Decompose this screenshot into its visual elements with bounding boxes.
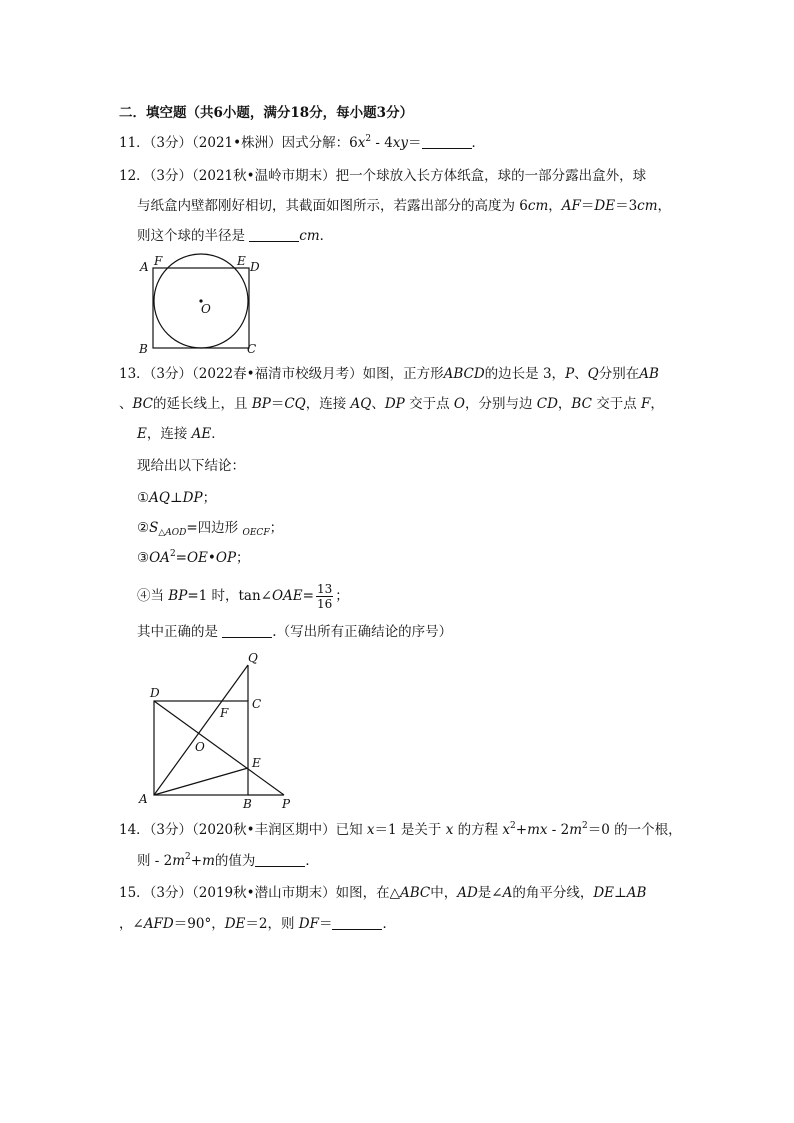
label-c: C — [252, 697, 262, 711]
segment-aq — [154, 665, 248, 795]
answer-blank[interactable] — [332, 916, 382, 930]
answer-blank[interactable] — [255, 853, 305, 867]
section-title: 二．填空题（共6小题，满分18分，每小题3分） — [119, 105, 414, 121]
segment-ae — [154, 768, 248, 795]
label-b: B — [139, 342, 148, 356]
question-14-line-2: 则 - $2m^2+m$的值为 ． — [137, 852, 319, 869]
question-14-line-1: 14．（3分）（2020秋•丰润区期中）已知 x＝1 是关于 x 的方程 $x^2+mx - 2m^2=0$ 的一个根， — [119, 821, 682, 838]
question-13-prompt: 其中正确的是 .（写出所有正确结论的序号） — [137, 624, 453, 640]
label-o: O — [195, 740, 205, 754]
conclusion-4: ④当 BP=1 时，tan∠OAE= $\frac{13}{16}$ ； — [137, 582, 349, 611]
label-a: A — [139, 792, 148, 806]
question-12-line-1: 12．（3分）（2021秋•温岭市期末）把一个球放入长方体纸盒，球的一部分露出盒外，球 — [119, 168, 647, 184]
label-f: F — [154, 254, 163, 268]
label-e: E — [252, 756, 261, 770]
question-13-line-2: 、BC的延长线上，且 BP＝CQ，连接 AQ、DP 交于点 O，分别与边 CD，BC 交于点 F， — [119, 396, 664, 412]
label-q: Q — [248, 651, 258, 665]
question-12-line-3: 则这个球的半径是 cm． — [137, 228, 334, 244]
label-d: D — [250, 260, 260, 274]
conclusion-1: ①AQ⊥DP； — [137, 490, 217, 506]
question-15-line-2: ，∠AFD＝90°，DE＝2，则 DF＝ ． — [119, 916, 396, 932]
question-13-line-4: 现给出以下结论： — [137, 458, 245, 474]
question-15-line-1: 15．（3分）（2019秋•潜山市期末）如图，在△ABC中，AD是∠A的角平分线，DE⊥AB — [119, 885, 647, 901]
label-d: D — [150, 686, 160, 700]
fraction: $\frac{13}{16}$ — [316, 582, 333, 611]
question-11: 11．（3分）（2021•株洲）因式分解：$6x^2 - 4xy=$ ． — [119, 134, 486, 151]
conclusion-3: $③OA^2=OE•OP$； — [137, 549, 250, 566]
conclusion-2: $②S_{\triangle AOD}=$四边形 $_{OECF}$； — [137, 520, 284, 538]
question-12-line-2: 与纸盒内壁都刚好相切，其截面如图所示，若露出部分的高度为 6cm，AF＝DE＝3cm， — [137, 198, 672, 214]
label-f: F — [220, 706, 229, 720]
label-e: E — [237, 254, 246, 268]
segment-dp — [154, 701, 284, 795]
question-13-line-3: E，连接 AE． — [137, 426, 225, 442]
label-b: B — [243, 797, 252, 811]
label-a: A — [140, 260, 149, 274]
question-13-line-1: 13．（3分）（2022春•福清市校级月考）如图，正方形ABCD的边长是 3，P、Q分别在AB — [119, 366, 659, 382]
label-p: P — [282, 797, 291, 811]
label-c: C — [247, 342, 257, 356]
label-o: O — [201, 302, 211, 316]
